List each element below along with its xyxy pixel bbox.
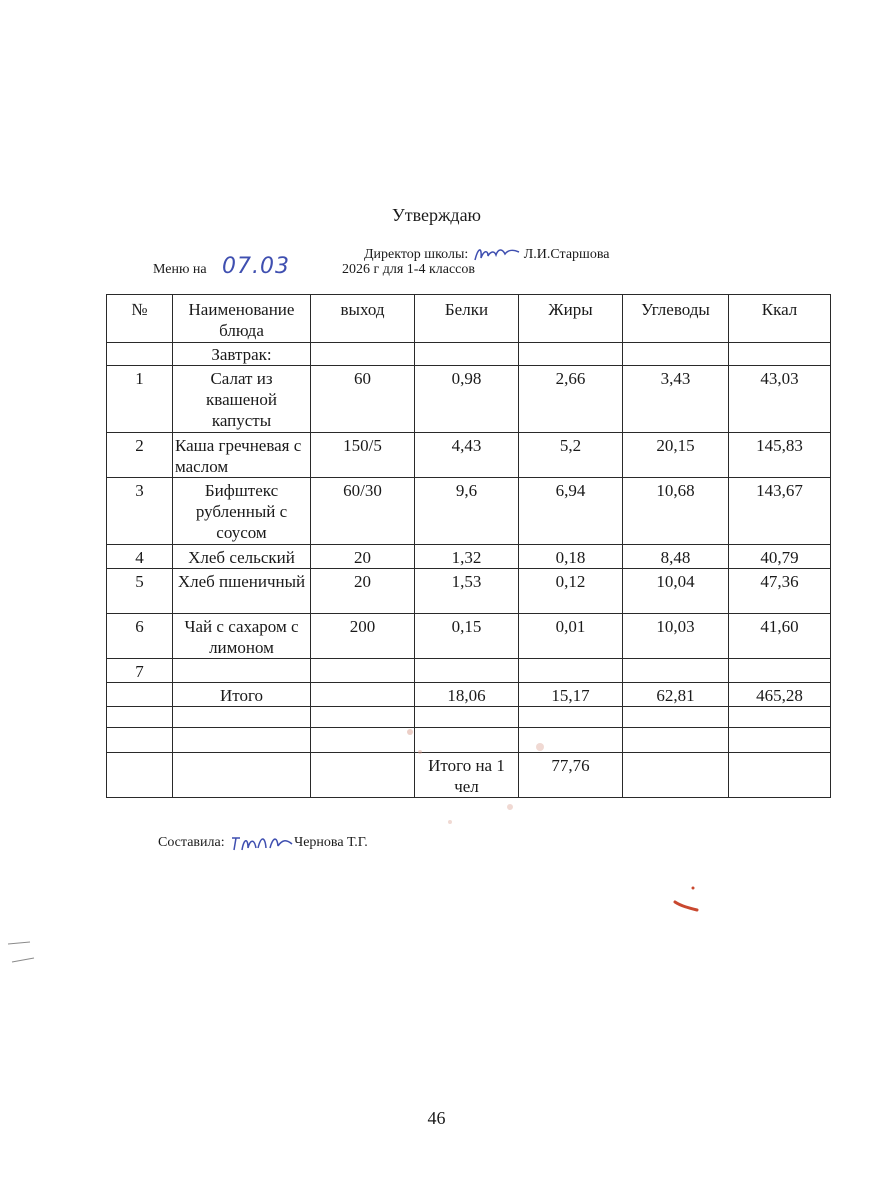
- menu-date: 07.03: [222, 254, 290, 279]
- row-dish: Чай с сахаром с лимоном: [173, 614, 311, 659]
- row-kcal: 143,67: [729, 478, 831, 545]
- row-protein: 1,53: [415, 569, 519, 614]
- empty-row: [107, 728, 831, 753]
- row-kcal: 47,36: [729, 569, 831, 614]
- total-kcal: 465,28: [729, 683, 831, 707]
- row-kcal: 41,60: [729, 614, 831, 659]
- row-protein: 4,43: [415, 433, 519, 478]
- row-carbs: 10,04: [623, 569, 729, 614]
- row-output: 150/5: [311, 433, 415, 478]
- table-row: [107, 659, 831, 683]
- menu-table: [106, 294, 831, 798]
- row-protein: 9,6: [415, 478, 519, 545]
- page-number: 46: [427, 1108, 446, 1128]
- row-kcal: 145,83: [729, 433, 831, 478]
- col-carbs-header: Углеводы: [623, 295, 729, 343]
- row-dish: Салат из квашеной капусты: [173, 366, 311, 433]
- row-carbs: 10,68: [623, 478, 729, 545]
- row-fat: [519, 659, 623, 683]
- total-row: [107, 683, 831, 707]
- row-number: 1: [107, 366, 173, 433]
- empty-row: [107, 707, 831, 728]
- row-kcal: 40,79: [729, 545, 831, 569]
- table-row: [107, 545, 831, 569]
- row-protein: 0,15: [415, 614, 519, 659]
- col-output-header: выход: [311, 295, 415, 343]
- row-fat: 5,2: [519, 433, 623, 478]
- approval-title: Утверждаю: [391, 205, 482, 225]
- per-person-label: Итого на 1 чел: [415, 753, 519, 798]
- menu-year-line: 2026 г для 1-4 классов: [342, 262, 475, 277]
- col-kcal-header: Ккал: [729, 295, 831, 343]
- row-number: 6: [107, 614, 173, 659]
- total-fat: 15,17: [519, 683, 623, 707]
- row-kcal: [729, 659, 831, 683]
- row-fat: 6,94: [519, 478, 623, 545]
- row-fat: 0,12: [519, 569, 623, 614]
- col-number-header: №: [107, 295, 173, 343]
- row-protein: 0,98: [415, 366, 519, 433]
- row-dish: Бифштекс рубленный с соусом: [173, 478, 311, 545]
- section-row: [107, 343, 831, 366]
- row-number: 5: [107, 569, 173, 614]
- row-protein: 1,32: [415, 545, 519, 569]
- row-dish: Хлеб сельский: [173, 545, 311, 569]
- row-number: 4: [107, 545, 173, 569]
- col-dish-header: Наименование блюда: [173, 295, 311, 343]
- per-person-row: [107, 753, 831, 798]
- row-output: 20: [311, 545, 415, 569]
- row-dish: [173, 659, 311, 683]
- compiled-by-line: [158, 832, 368, 854]
- row-dish: Каша гречневая с маслом: [173, 433, 311, 478]
- row-carbs: 3,43: [623, 366, 729, 433]
- row-output: 20: [311, 569, 415, 614]
- row-fat: 0,01: [519, 614, 623, 659]
- row-number: 3: [107, 478, 173, 545]
- table-row: [107, 569, 831, 614]
- director-name: Л.И.Старшова: [523, 247, 610, 263]
- compiled-name: Чернова Т.Г.: [294, 835, 368, 851]
- col-protein-header: Белки: [415, 295, 519, 343]
- total-carbs: 62,81: [623, 683, 729, 707]
- row-kcal: 43,03: [729, 366, 831, 433]
- compiled-label: Составила:: [158, 835, 225, 851]
- row-number: 7: [107, 659, 173, 683]
- row-carbs: [623, 659, 729, 683]
- col-fat-header: Жиры: [519, 295, 623, 343]
- row-output: [311, 659, 415, 683]
- director-label: Директор школы:: [364, 247, 469, 263]
- row-output: 200: [311, 614, 415, 659]
- scan-mark: [6, 938, 36, 968]
- row-fat: 2,66: [519, 366, 623, 433]
- row-output: 60/30: [311, 478, 415, 545]
- row-protein: [415, 659, 519, 683]
- row-dish: Хлеб пшеничный: [173, 569, 311, 614]
- total-protein: 18,06: [415, 683, 519, 707]
- menu-label: Меню на: [153, 262, 207, 277]
- table-row: [107, 614, 831, 659]
- table-row: [107, 478, 831, 545]
- compiler-signature: [228, 832, 294, 854]
- section-label: Завтрак:: [173, 343, 311, 366]
- per-person-value: 77,76: [519, 753, 623, 798]
- row-output: 60: [311, 366, 415, 433]
- table-row: [107, 433, 831, 478]
- table-row: [107, 366, 831, 433]
- row-carbs: 8,48: [623, 545, 729, 569]
- stain-mark: [655, 880, 715, 920]
- row-fat: 0,18: [519, 545, 623, 569]
- row-number: 2: [107, 433, 173, 478]
- director-signature: [472, 244, 522, 266]
- total-label: Итого: [173, 683, 311, 707]
- row-carbs: 20,15: [623, 433, 729, 478]
- table-header-row: [107, 295, 831, 343]
- row-carbs: 10,03: [623, 614, 729, 659]
